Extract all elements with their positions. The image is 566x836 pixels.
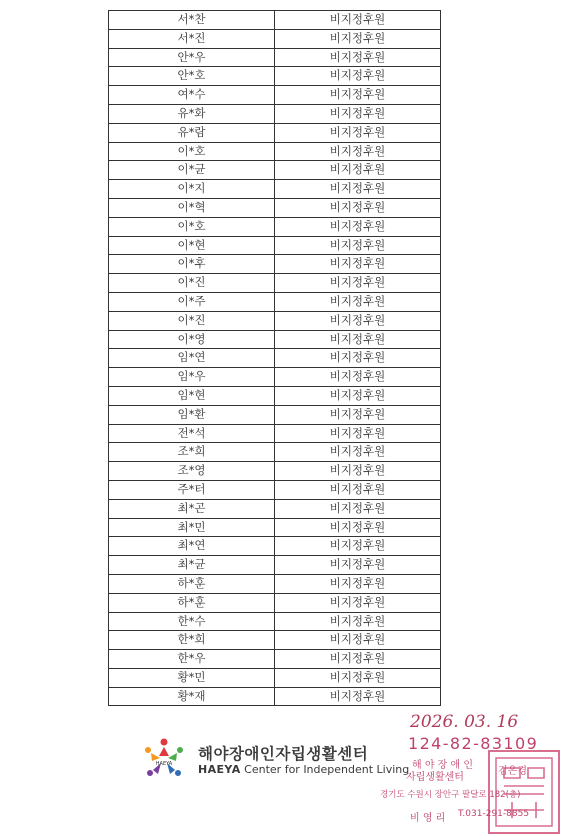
table-row (109, 255, 441, 274)
table-row (109, 142, 441, 161)
donation-type-cell: 비지정후원 (275, 255, 441, 274)
donor-name-cell: 이*지 (109, 180, 275, 199)
table-row (109, 123, 441, 142)
donor-name-cell: 임*우 (109, 368, 275, 387)
table-row (109, 424, 441, 443)
donor-name-cell: 최*곤 (109, 499, 275, 518)
donation-type-cell: 비지정후원 (275, 198, 441, 217)
stamp-representative: 김은경 (498, 766, 527, 777)
donation-type-cell: 비지정후원 (275, 574, 441, 593)
donation-type-cell: 비지정후원 (275, 631, 441, 650)
table-row (109, 574, 441, 593)
donor-name-cell: 최*균 (109, 556, 275, 575)
donation-type-cell: 비지정후원 (275, 292, 441, 311)
donor-name-cell: 서*진 (109, 29, 275, 48)
logo-label: HAEYA (155, 761, 173, 767)
org-name-korean: 해야장애인자립생활센터 (198, 745, 369, 763)
donor-name-cell: 이*후 (109, 255, 275, 274)
donation-type-cell: 비지정후원 (275, 180, 441, 199)
donor-name-cell: 안*호 (109, 67, 275, 86)
donor-name-cell: 하*훈 (109, 593, 275, 612)
donation-type-cell: 비지정후원 (275, 11, 441, 30)
donor-name-cell: 최*연 (109, 537, 275, 556)
donation-type-cell: 비지정후원 (275, 462, 441, 481)
donation-type-cell: 비지정후원 (275, 236, 441, 255)
table-row (109, 612, 441, 631)
donor-name-cell: 하*훈 (109, 574, 275, 593)
donation-type-cell: 비지정후원 (275, 499, 441, 518)
donor-name-cell: 황*민 (109, 668, 275, 687)
donor-name-cell: 서*찬 (109, 11, 275, 30)
donation-type-cell: 비지정후원 (275, 368, 441, 387)
donor-name-cell: 이*진 (109, 274, 275, 293)
stamp-org-line1: 해 야 장 애 인 (412, 760, 474, 771)
table-row (109, 556, 441, 575)
table-row (109, 368, 441, 387)
donation-type-cell: 비지정후원 (275, 537, 441, 556)
table-row (109, 11, 441, 30)
table-row (109, 236, 441, 255)
donation-type-cell: 비지정후원 (275, 161, 441, 180)
table-row (109, 217, 441, 236)
donor-name-cell: 이*호 (109, 217, 275, 236)
donor-table (108, 10, 441, 706)
footer (0, 708, 566, 830)
table-row (109, 274, 441, 293)
donor-name-cell: 한*우 (109, 650, 275, 669)
donation-type-cell: 비지정후원 (275, 349, 441, 368)
donor-name-cell: 임*연 (109, 349, 275, 368)
table-row (109, 349, 441, 368)
donor-name-cell: 황*재 (109, 687, 275, 706)
donor-name-cell: 이*주 (109, 292, 275, 311)
table-row (109, 668, 441, 687)
table-row (109, 330, 441, 349)
table-row (109, 386, 441, 405)
donation-type-cell: 비지정후원 (275, 330, 441, 349)
donor-name-cell: 이*혁 (109, 198, 275, 217)
donor-name-cell: 임*환 (109, 405, 275, 424)
donor-name-cell: 조*영 (109, 462, 275, 481)
donor-name-cell: 안*우 (109, 48, 275, 67)
stamp-org-line2: 자립생활센터 (406, 772, 464, 783)
donation-type-cell: 비지정후원 (275, 217, 441, 236)
donation-type-cell: 비지정후원 (275, 311, 441, 330)
table-row (109, 499, 441, 518)
donor-name-cell: 주*터 (109, 480, 275, 499)
table-row (109, 631, 441, 650)
donation-type-cell: 비지정후원 (275, 650, 441, 669)
stamp-business-type: 비 영 리 (410, 813, 446, 824)
donor-name-cell: 전*석 (109, 424, 275, 443)
table-row (109, 104, 441, 123)
table-row (109, 480, 441, 499)
table-row (109, 292, 441, 311)
org-name-english (198, 763, 409, 776)
donation-type-cell: 비지정후원 (275, 556, 441, 575)
donor-name-cell: 이*호 (109, 142, 275, 161)
organization-stamp (380, 734, 558, 830)
donation-type-cell: 비지정후원 (275, 518, 441, 537)
donation-type-cell: 비지정후원 (275, 593, 441, 612)
donor-name-cell: 여*수 (109, 86, 275, 105)
donation-type-cell: 비지정후원 (275, 480, 441, 499)
business-number: 124-82-83109 (408, 734, 539, 753)
table-row (109, 537, 441, 556)
donation-type-cell: 비지정후원 (275, 142, 441, 161)
table-row (109, 650, 441, 669)
stamp-phone: T.031-291-8855 (458, 809, 530, 819)
donation-type-cell: 비지정후원 (275, 29, 441, 48)
donation-type-cell: 비지정후원 (275, 67, 441, 86)
table-row (109, 518, 441, 537)
donor-name-cell: 한*수 (109, 612, 275, 631)
org-name-english-rest: Center for Independent Living (244, 763, 410, 776)
donor-name-cell: 유*람 (109, 123, 275, 142)
donation-type-cell: 비지정후원 (275, 104, 441, 123)
donor-name-cell: 이*영 (109, 330, 275, 349)
donor-name-cell: 한*희 (109, 631, 275, 650)
donation-type-cell: 비지정후원 (275, 443, 441, 462)
donation-type-cell: 비지정후원 (275, 386, 441, 405)
donor-name-cell: 최*민 (109, 518, 275, 537)
stamp-address: 경기도 수원시 장안구 팔달로 182(층) (380, 790, 521, 800)
donation-type-cell: 비지정후원 (275, 86, 441, 105)
donor-name-cell: 유*화 (109, 104, 275, 123)
donor-name-cell: 이*진 (109, 311, 275, 330)
table-row (109, 462, 441, 481)
table-row (109, 48, 441, 67)
table-row (109, 593, 441, 612)
table-row (109, 67, 441, 86)
table-row (109, 161, 441, 180)
table-row (109, 29, 441, 48)
donation-type-cell: 비지정후원 (275, 123, 441, 142)
donor-table-body (109, 11, 441, 706)
donation-type-cell: 비지정후원 (275, 48, 441, 67)
donation-type-cell: 비지정후원 (275, 687, 441, 706)
handwritten-date: 2026. 03. 16 (410, 712, 519, 732)
table-row (109, 86, 441, 105)
donation-type-cell: 비지정후원 (275, 668, 441, 687)
donation-type-cell: 비지정후원 (275, 274, 441, 293)
donor-name-cell: 이*현 (109, 236, 275, 255)
donation-type-cell: 비지정후원 (275, 424, 441, 443)
table-row (109, 198, 441, 217)
donor-name-cell: 이*균 (109, 161, 275, 180)
donation-type-cell: 비지정후원 (275, 612, 441, 631)
org-name-english-brand: HAEYA (198, 763, 241, 776)
haeya-logo-icon (140, 736, 188, 784)
table-row (109, 311, 441, 330)
donor-name-cell: 조*희 (109, 443, 275, 462)
donor-name-cell: 임*현 (109, 386, 275, 405)
table-row (109, 405, 441, 424)
table-row (109, 443, 441, 462)
donation-type-cell: 비지정후원 (275, 405, 441, 424)
table-row (109, 687, 441, 706)
table-row (109, 180, 441, 199)
